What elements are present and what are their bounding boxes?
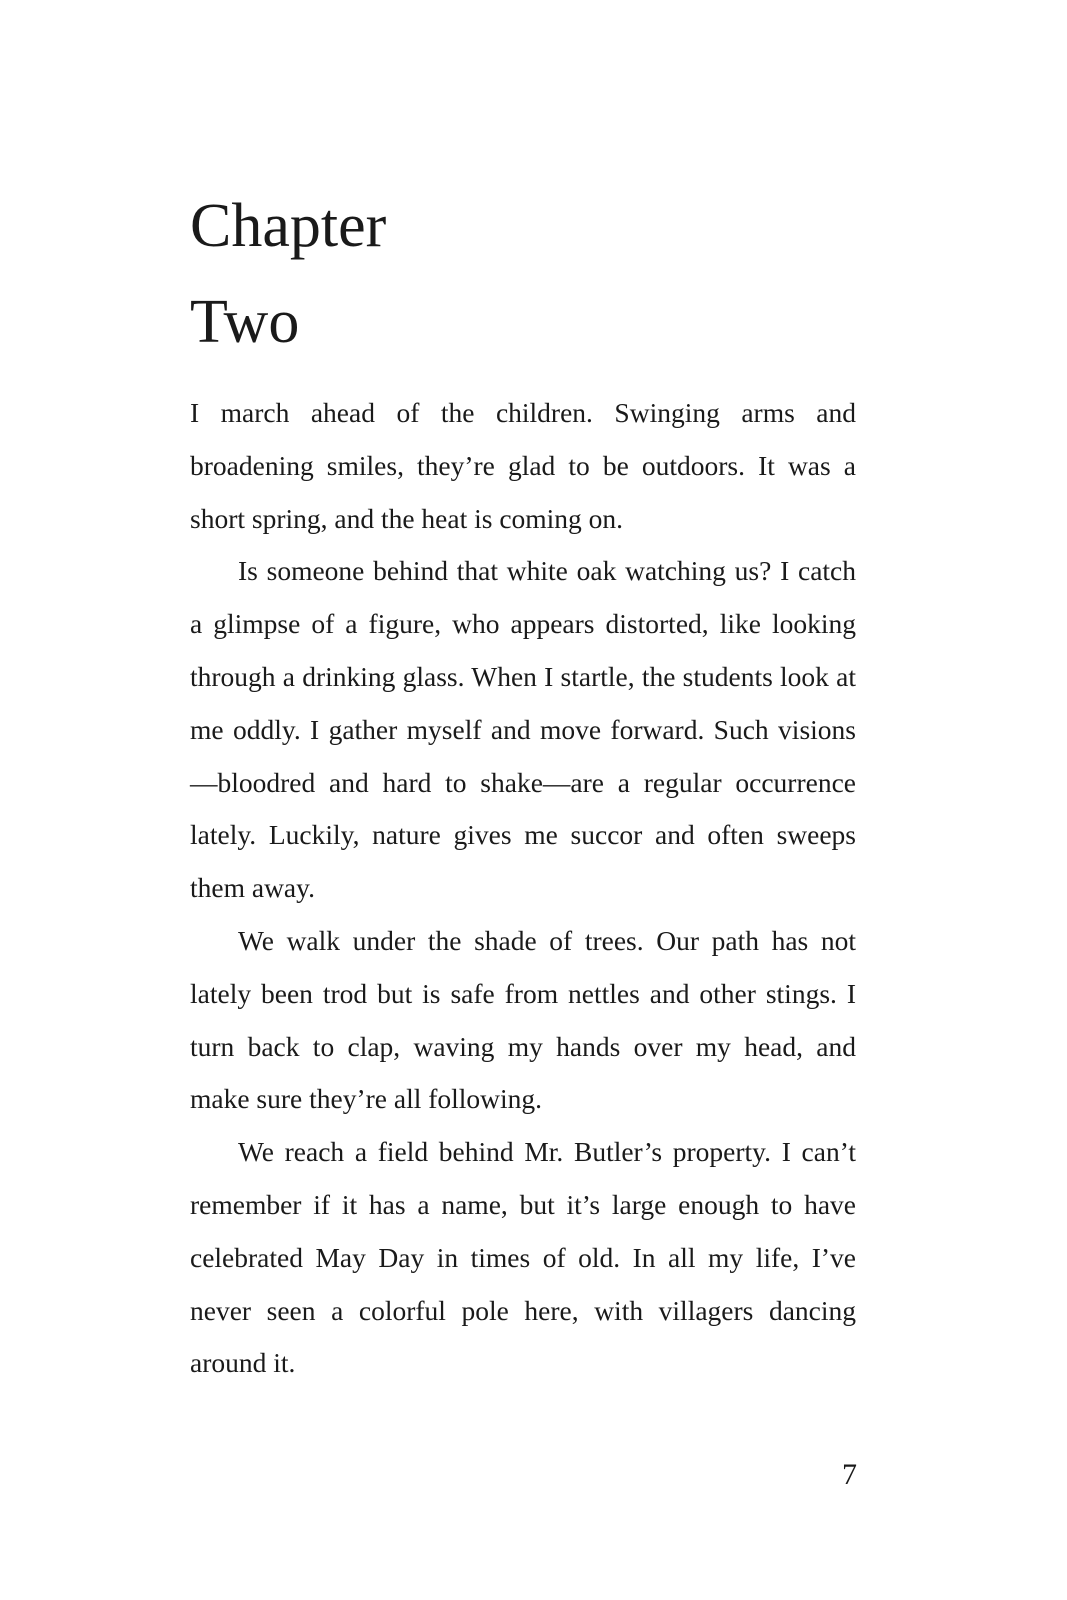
- paragraph: I march ahead of the children. Swinging arms and broadening smiles, they’re glad to be outdoors. It was a short spring, and the heat is coming on.: [190, 397, 856, 534]
- paragraph: We reach a field behind Mr. Butler’s property. I can’t remember if it has a name, but it’s large enough to have celebrated May Day in times of old. In all my life, I’ve never seen a colorful pole here, with villagers dancing around it.: [190, 1136, 856, 1379]
- paragraph: Is someone behind that white oak watching us? I catch a glimpse of a figure, who appears distorted, like looking through a drinking glass. When I startle, the students look at me oddly. I gather myself and move forward. Such visions—bloodred and hard to shake—are a regular occurrence lately. Luckily, nature gives me succor and often sweeps them away.: [190, 555, 856, 904]
- chapter-heading-line1: Chapter: [190, 192, 387, 260]
- chapter-heading: [190, 178, 870, 370]
- chapter-heading-line2: Two: [190, 288, 300, 356]
- page-number: 7: [842, 1458, 857, 1491]
- paragraph: We walk under the shade of trees. Our path has not lately been trod but is safe from nettles and other stings. I turn back to clap, waving my hands over my head, and make sure they’re all following.: [190, 924, 856, 1115]
- chapter-body: [190, 387, 856, 1390]
